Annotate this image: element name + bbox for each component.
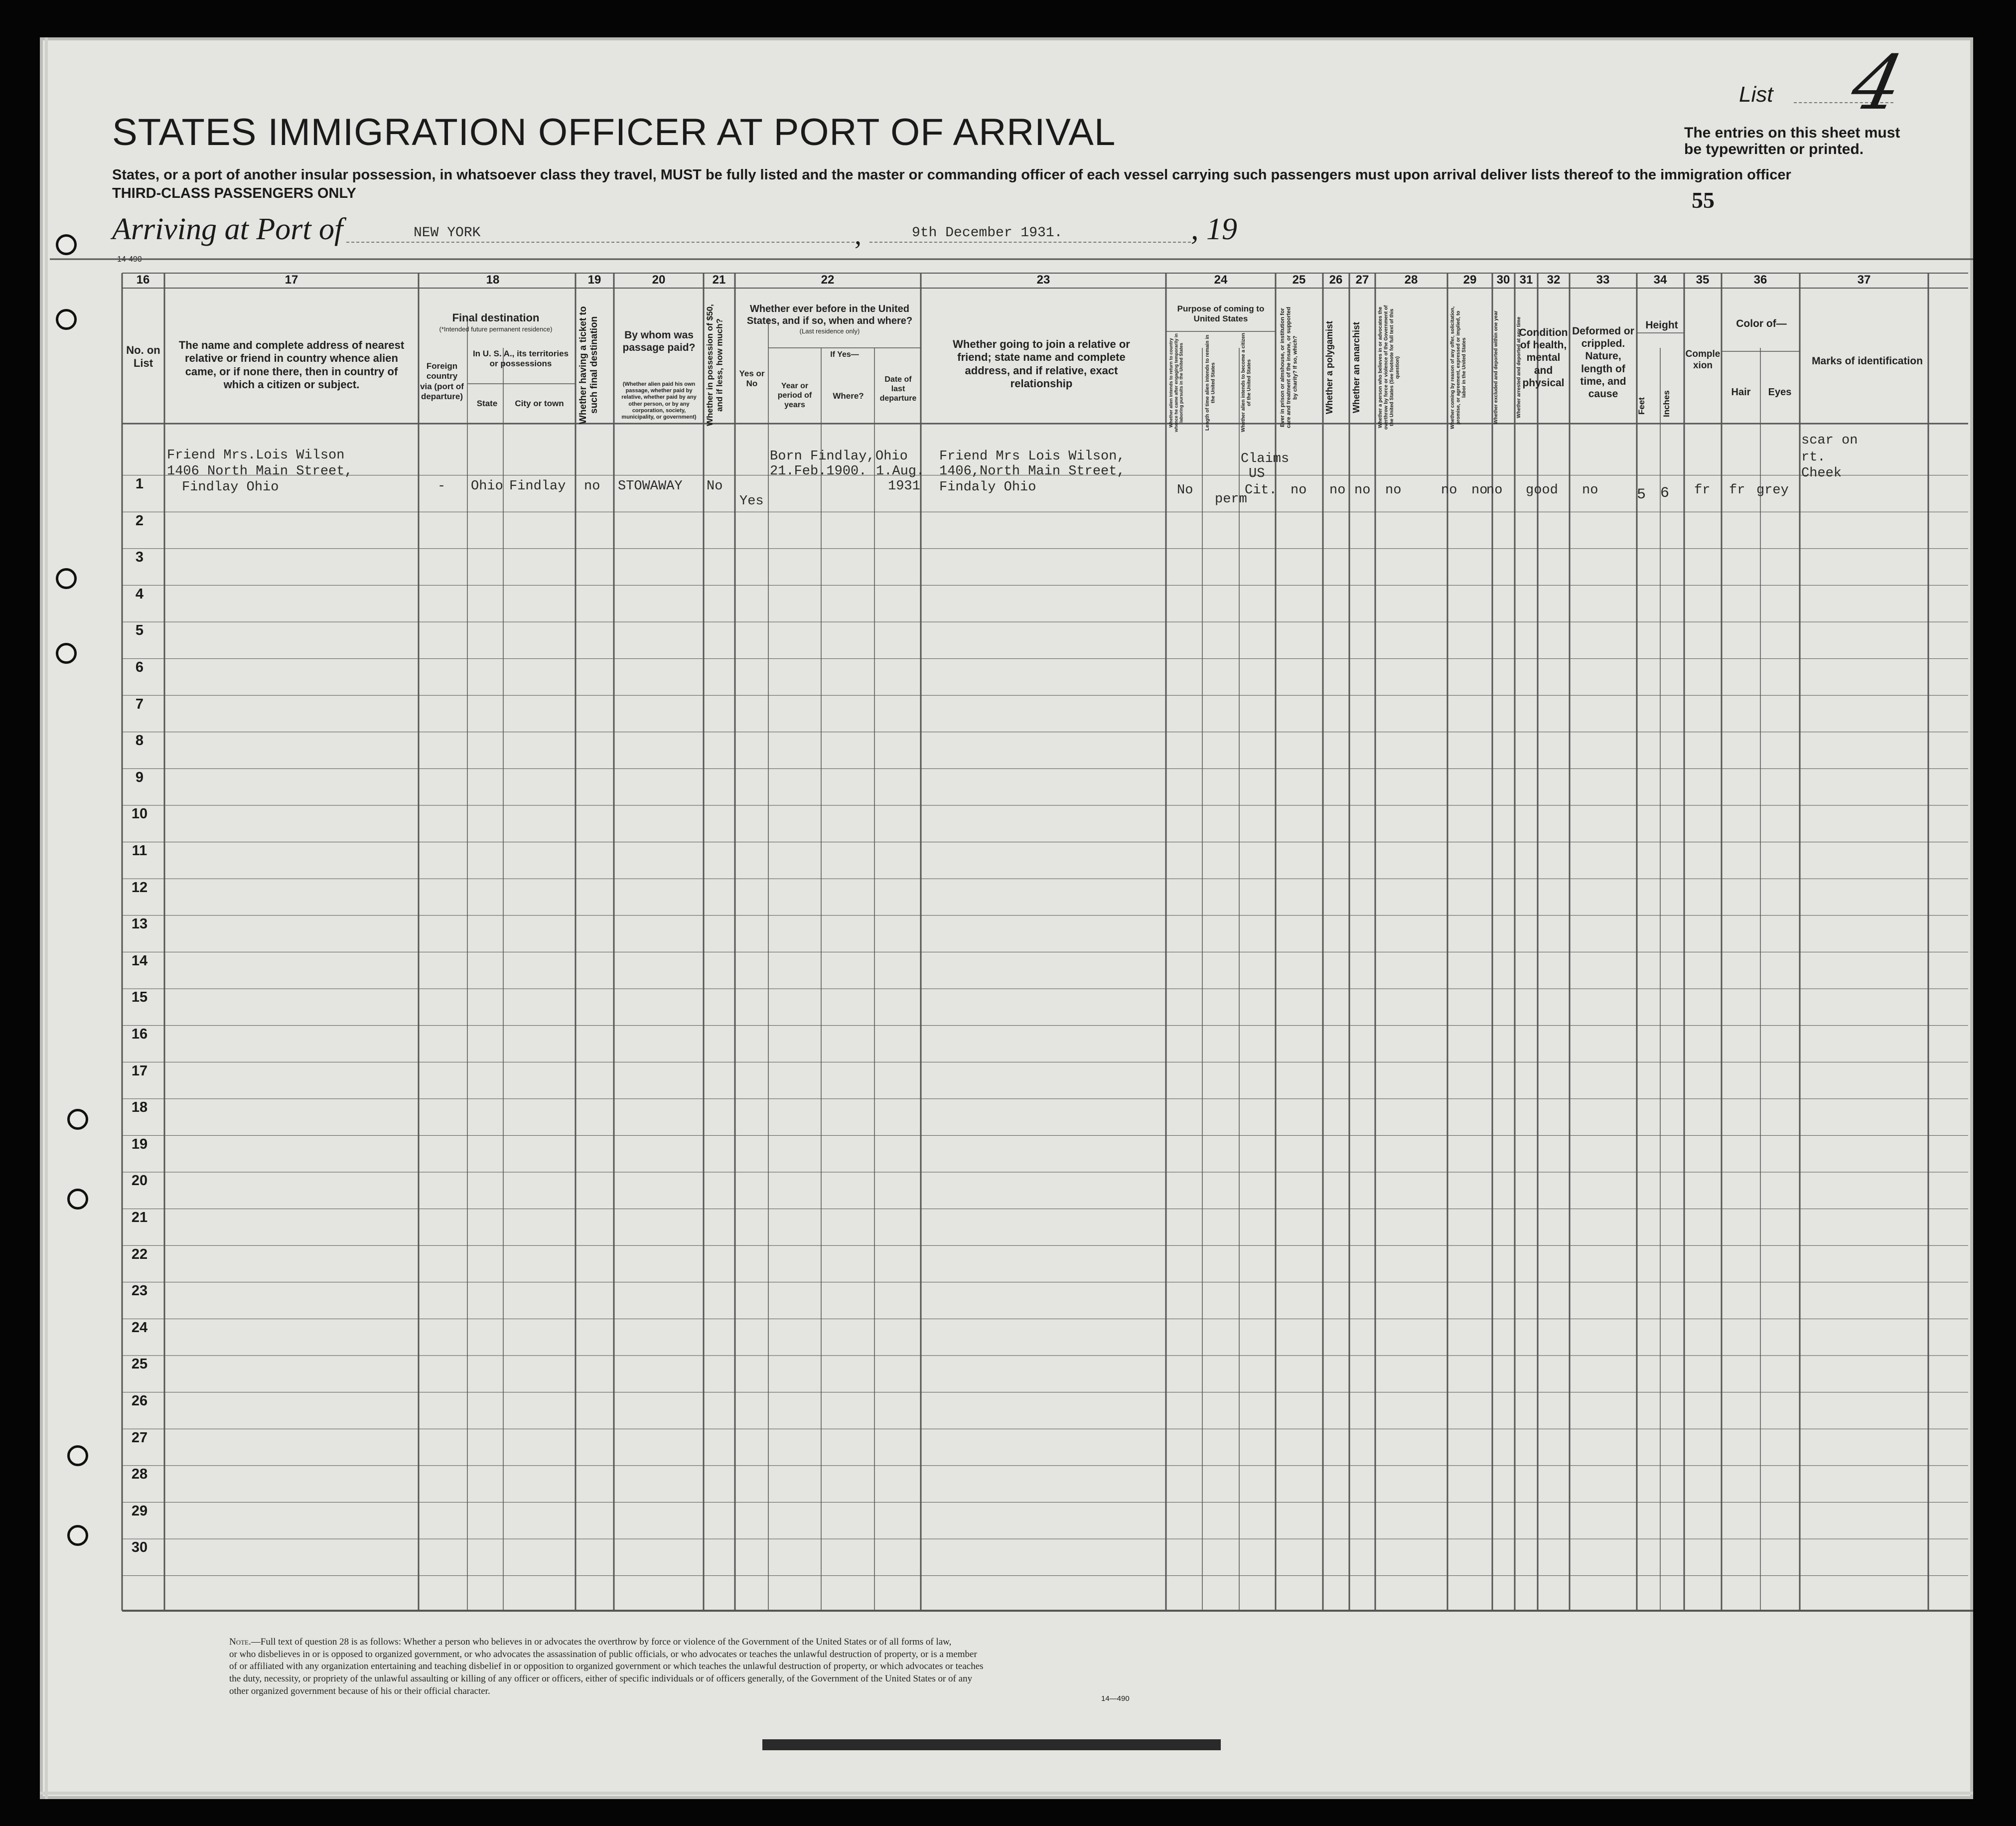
header-c35: Complexion — [1685, 349, 1721, 371]
header-c25: Ever in prison or almshouse, or institution for care and treatment of the insane, or supported by charity? If so, which? — [1280, 306, 1298, 429]
header-c34-title: Height — [1645, 319, 1678, 331]
note-line1: Full text of question 28 is as follows: Whether a person who believes in or advocates the overthrow by force or violence of the Government of the United States or of all forms of law, — [260, 1637, 952, 1647]
entry1-eyes: grey — [1756, 483, 1789, 498]
column-number: 32 — [1547, 273, 1561, 287]
row-number: 18 — [131, 1099, 148, 1116]
entry1-relative-line1: Friend Mrs.Lois Wilson — [167, 448, 345, 463]
header-c22-sub: (Last residence only) — [799, 327, 860, 335]
form-code-top: 14-490 — [117, 255, 142, 264]
header-c36-eyes: Eyes — [1768, 387, 1792, 398]
entry1-anarchist: no — [1354, 483, 1371, 498]
entry1-purpose-citizen-line3: Cit. — [1245, 483, 1277, 498]
row-number: 8 — [135, 733, 144, 749]
row-number: 13 — [131, 916, 148, 932]
entry1-labor-offer: no — [1441, 483, 1457, 498]
entry1-fifty-dollars: No — [707, 479, 723, 494]
note-label: Note.— — [229, 1637, 261, 1647]
date-value: 9th December 1931. — [912, 225, 1063, 241]
row-number: 22 — [131, 1246, 148, 1262]
row-number: 26 — [131, 1393, 148, 1409]
entry1-ever-before: Yes — [739, 494, 764, 509]
row-number: 29 — [131, 1503, 148, 1519]
entry1-health: good — [1526, 483, 1558, 498]
column-number: 16 — [136, 273, 150, 287]
entry1-join-line2: 1406,North Main Street, — [939, 464, 1125, 479]
header-c22-where: Where? — [833, 391, 864, 401]
column-number: 25 — [1292, 273, 1306, 287]
header-c18-city: City or town — [515, 399, 564, 408]
header-c18-state: State — [476, 399, 498, 408]
column-number: 24 — [1214, 273, 1228, 287]
class-label: THIRD-CLASS PASSENGERS ONLY — [112, 185, 356, 201]
entry1-where: Ohio — [875, 449, 908, 464]
header-c20-sub: (Whether alien paid his own passage, whether paid by relative, whether paid by any other person, or by any corporation, society, municipality, or government) — [621, 381, 697, 420]
footnote — [229, 1636, 1575, 1697]
entry1-join-line3: Findaly Ohio — [939, 480, 1036, 495]
entry1-last-departure-line2: 1931 — [888, 479, 920, 494]
header-c32: Condition of health, mental and physical — [1519, 327, 1568, 389]
row-number: 24 — [131, 1319, 148, 1336]
row-number: 30 — [131, 1539, 148, 1556]
row-number: 4 — [135, 586, 144, 602]
header-c31: Whether arrested and deported at any time — [1516, 316, 1522, 419]
column-number: 23 — [1036, 273, 1050, 287]
entry1-purpose-return: No — [1177, 483, 1193, 498]
row-number: 3 — [135, 549, 144, 566]
page-title: STATES IMMIGRATION OFFICER AT PORT OF ARRIVAL — [112, 111, 1116, 153]
header-c37: Marks of identification — [1812, 355, 1923, 367]
header-c17: The name and complete address of nearest relative or friend in country whence alien came, or if none there, then in country of which a citizen or subject. — [178, 339, 405, 391]
column-number: 33 — [1596, 273, 1610, 287]
header-c18-usa: In U. S. A., its territories or possessions — [472, 349, 569, 369]
entry1-prison: no — [1291, 483, 1307, 498]
header-c18-sub: (*Intended future permanent residence) — [439, 325, 553, 333]
column-number: 26 — [1329, 273, 1343, 287]
column-number: 22 — [821, 273, 835, 287]
row-number: 21 — [131, 1210, 148, 1225]
column-number: 27 — [1355, 273, 1369, 287]
entry1-purpose-citizen-line2: US — [1249, 466, 1265, 481]
row-number: 28 — [131, 1466, 148, 1483]
header-c18-title: Final destination — [452, 311, 540, 324]
row-number: 1 — [135, 476, 144, 492]
header-c30: Whether excluded and deported within one year — [1493, 310, 1499, 425]
row-number: 19 — [131, 1136, 148, 1152]
header-c26: Whether a polygamist — [1324, 320, 1334, 415]
row-number: 25 — [131, 1356, 148, 1372]
column-number: 17 — [285, 273, 298, 287]
entry1-relative-line3: Findlay Ohio — [182, 480, 279, 495]
entry1-purpose-length: perm — [1215, 492, 1247, 507]
row-number: 10 — [131, 806, 148, 822]
entry1-relative-line2: 1406 North Main Street, — [167, 464, 353, 479]
entry1-complexion: fr — [1694, 483, 1711, 498]
entry1-marks-line1: scar on — [1801, 433, 1858, 448]
entry1-ticket: no — [584, 479, 600, 494]
entry1-deformed: no — [1582, 483, 1598, 498]
header-c36-title: Color of— — [1736, 318, 1787, 329]
note-line3: of or affiliated with any organization entertaining and teaching disbelief in or opposition to organized government or which teaches the unlawful destruction of property, or which advocates or teaches — [229, 1661, 984, 1672]
header-c22-ifyes: If Yes— — [830, 350, 859, 359]
header-c16: No. on List — [126, 344, 160, 370]
entry1-state: Ohio — [471, 479, 503, 494]
entry1-overthrow: no — [1385, 483, 1402, 498]
entry1-years-line1: Born Findlay, — [770, 449, 875, 464]
column-number: 30 — [1496, 273, 1510, 287]
entry1-excluded: no — [1471, 483, 1488, 498]
entry1-join-line1: Friend Mrs Lois Wilson, — [939, 449, 1125, 464]
header-c34-feet: Feet — [1637, 397, 1646, 415]
entry1-inches: 6 — [1660, 485, 1670, 502]
sheet-number: 55 — [1692, 187, 1715, 213]
column-number: 19 — [587, 273, 601, 287]
header-c34-inches: Inches — [1662, 390, 1671, 417]
header-c19: Whether having a ticket to such final destination — [578, 306, 599, 424]
entry1-foreign-country: - — [437, 479, 446, 494]
column-number: 20 — [652, 273, 666, 287]
column-number: 18 — [486, 273, 500, 287]
header-c22-yesno: Yes or No — [739, 369, 765, 389]
column-number: 21 — [712, 273, 726, 287]
row-number: 6 — [135, 659, 144, 675]
header-c22-date: Date of last departure — [879, 375, 917, 403]
header-c22-years: Year or period of years — [777, 382, 812, 410]
column-number: 29 — [1463, 273, 1477, 287]
instructions-text: States, or a port of another insular possession, in whatsoever class they travel, MUST be fully listed and the master or commanding officer of each vessel carrying such passengers must upon arrival deliver lists thereof to the immigration officer — [112, 167, 1791, 183]
row-number: 17 — [131, 1063, 148, 1079]
header-c24-a: Whether alien intends to return to country whence he came after engaging temporarily in laboring pursuits in the United States — [1168, 333, 1184, 433]
entry1-feet: 5 — [1637, 486, 1646, 503]
entry1-years-line2: 21.Feb.1900. — [770, 464, 867, 479]
row-number: 27 — [131, 1429, 148, 1446]
row-number: 14 — [131, 952, 148, 969]
list-label: List — [1739, 82, 1773, 107]
comma-sep: , — [855, 220, 862, 251]
row-number: 16 — [131, 1026, 148, 1042]
entry1-purpose-citizen-line1: Claims — [1241, 452, 1290, 466]
row-number: 2 — [135, 512, 144, 529]
row-number: 23 — [131, 1283, 148, 1299]
header-c21: Whether in possession of $50, and if less, how much? — [705, 304, 724, 426]
entry1-marks-line3: Cheek — [1801, 466, 1842, 481]
entry1-deported: no — [1486, 483, 1503, 498]
row-number: 9 — [135, 769, 144, 785]
entry1-city: Findlay — [509, 479, 566, 494]
note-line5: other organized government because of his or their official character. — [229, 1685, 490, 1696]
header-c24-b: Length of time alien intends to remain in the United States — [1205, 334, 1216, 431]
form-code-bottom: 14—490 — [1101, 1694, 1130, 1703]
header-c24-title: Purpose of coming to United States — [1177, 304, 1265, 324]
entry1-marks-line2: rt. — [1801, 450, 1826, 465]
binding-strip — [762, 1739, 1221, 1750]
column-number: 34 — [1653, 273, 1667, 287]
header-c27: Whether an anarchist — [1351, 321, 1361, 414]
header-c22-title: Whether ever before in the United States, and if so, when and where? — [746, 304, 913, 326]
entry1-passage-paid: STOWAWAY — [618, 479, 683, 494]
typewritten-notice-line2: be typewritten or printed. — [1684, 141, 1864, 157]
typewritten-notice-line1: The entries on this sheet must — [1684, 125, 1900, 141]
header-c33: Deformed or crippled. Nature, length of time, and cause — [1572, 325, 1634, 400]
entry1-last-departure-line1: 1.Aug. — [876, 464, 925, 479]
row-number: 20 — [131, 1173, 148, 1189]
column-number: 36 — [1753, 273, 1767, 287]
year-label: , 19 — [1191, 212, 1237, 246]
header-c28: Whether a person who believes in or advocates the overthrow by force or violence of the Government of the United States (See footnote for full text of this question) — [1378, 305, 1401, 430]
note-line2: or who disbelieves in or is opposed to organized government, or who advocates the assassination of public officials, or who advocates or teaches the unlawful destruction of property, or is a member — [229, 1649, 977, 1660]
arriving-label: Arriving at Port of — [112, 212, 343, 246]
row-number: 15 — [131, 989, 148, 1006]
row-number: 5 — [135, 622, 144, 639]
note-line4: the duty, necessity, or propriety of the unlawful assaulting or killing of any officer or officers, either of specific individuals or of officers generally, of the Government of the United States or of any — [229, 1674, 973, 1684]
header-c29: Whether coming by reason of any offer, solicitation, promise, or agreement, expressed or implied, to labor in the United States — [1450, 306, 1467, 429]
column-number: 35 — [1696, 273, 1710, 287]
entry1-polygamist: no — [1329, 483, 1346, 498]
column-number: 28 — [1404, 273, 1418, 287]
row-number: 11 — [132, 843, 147, 859]
header-c24-c: Whether alien intends to become a citizen of the United States — [1241, 333, 1252, 433]
list-handwritten-number: 4 — [1844, 40, 1910, 127]
column-number: 37 — [1857, 273, 1871, 287]
header-c36-hair: Hair — [1731, 387, 1751, 398]
header-c23: Whether going to join a relative or friend; state name and complete address, and if relative, exact relationship — [953, 338, 1130, 390]
header-c18-foreign: Foreign country via (port of departure) — [420, 361, 464, 402]
header-c20-title: By whom was passage paid? — [622, 329, 696, 354]
port-value: NEW YORK — [414, 225, 481, 241]
column-number: 31 — [1519, 273, 1533, 287]
row-number: 12 — [131, 879, 148, 896]
entry1-hair: fr — [1729, 483, 1745, 498]
row-number: 7 — [135, 696, 144, 712]
